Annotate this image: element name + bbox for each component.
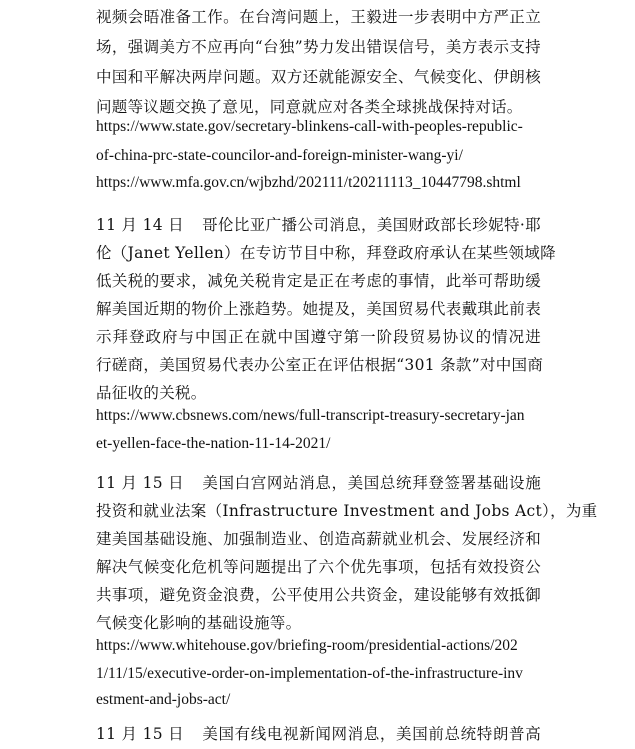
- source-url[interactable]: estment-and-jobs-act/: [96, 691, 231, 708]
- paragraph-line: 美国白宫网站消息，美国总统拜登签署基础设施: [202, 474, 541, 492]
- paragraph-line: 视频会晤准备工作。在台湾问题上，王毅进一步表明中方严正立: [96, 8, 541, 26]
- paragraph-line: 解美国近期的物价上涨趋势。她提及，美国贸易代表戴琪此前表: [96, 300, 541, 318]
- source-url[interactable]: https://www.cbsnews.com/news/full-transcript-treasury-secretary-jan: [96, 407, 525, 424]
- paragraph-line: 示拜登政府与中国正在就中国遵守第一阶段贸易协议的情况进: [96, 328, 541, 346]
- paragraph-line: 美国有线电视新闻网消息，美国前总统特朗普高: [202, 725, 541, 743]
- source-url[interactable]: https://www.mfa.gov.cn/wjbzhd/202111/t20211113_10447798.shtml: [96, 174, 521, 191]
- source-url[interactable]: https://www.state.gov/secretary-blinkens-call-with-peoples-republic-: [96, 118, 523, 135]
- paragraph-line: 伦（Janet Yellen）在专访节目中称，拜登政府承认在某些领域降: [96, 244, 556, 262]
- paragraph-line: 品征收的关税。: [96, 384, 207, 402]
- entry-date: 11 月 15 日: [96, 474, 184, 492]
- paragraph-line: 建美国基础设施、加强制造业、创造高薪就业机会、发展经济和: [96, 530, 541, 548]
- entry-date: 11 月 14 日: [96, 216, 184, 234]
- paragraph-line: 低关税的要求，减免关税肯定是正在考虑的事情，此举可帮助缓: [96, 272, 541, 290]
- entry-first-line: [96, 719, 541, 749]
- source-url[interactable]: of-china-prc-state-councilor-and-foreign-minister-wang-yi/: [96, 147, 463, 164]
- source-url[interactable]: 1/11/15/executive-order-on-implementation-of-the-infrastructure-inv: [96, 665, 523, 682]
- paragraph-line: 哥伦比亚广播公司消息，美国财政部长珍妮特·耶: [202, 216, 541, 234]
- entry-date: 11 月 15 日: [96, 725, 184, 743]
- paragraph-line: 共事项，避免资金浪费，公平使用公共资金，建设能够有效抵御: [96, 586, 541, 604]
- paragraph-line: 投资和就业法案（Infrastructure Investment and Jobs Act），为重: [96, 502, 598, 520]
- entry-first-line: [96, 210, 541, 240]
- source-url[interactable]: https://www.whitehouse.gov/briefing-room/presidential-actions/202: [96, 637, 518, 654]
- entry-first-line: [96, 468, 541, 498]
- paragraph-line: 场，强调美方不应再向“台独”势力发出错误信号，美方表示支持: [96, 38, 541, 56]
- paragraph-line: 问题等议题交换了意见，同意就应对各类全球挑战保持对话。: [96, 98, 523, 116]
- paragraph-line: 解决气候变化危机等问题提出了六个优先事项，包括有效投资公: [96, 558, 541, 576]
- paragraph-line: 中国和平解决两岸问题。双方还就能源安全、气候变化、伊朗核: [96, 68, 541, 86]
- source-url[interactable]: et-yellen-face-the-nation-11-14-2021/: [96, 435, 331, 452]
- paragraph-line: 气候变化影响的基础设施等。: [96, 614, 302, 632]
- paragraph-line: 行磋商，美国贸易代表办公室正在评估根据“301 条款”对中国商: [96, 356, 544, 374]
